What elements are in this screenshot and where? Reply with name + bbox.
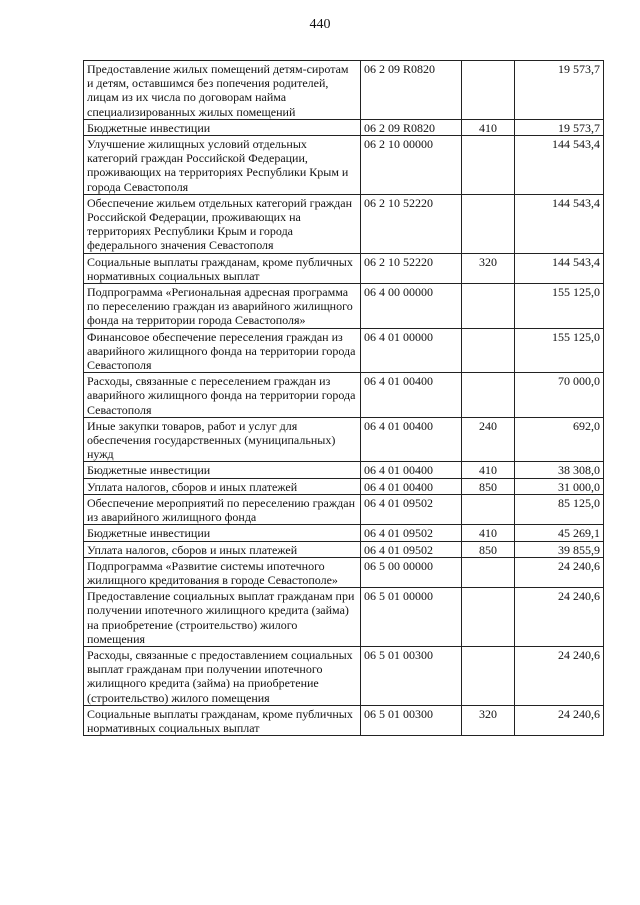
row-expense-type-cell xyxy=(462,557,515,587)
table-row xyxy=(84,417,604,462)
row-name-cell: Подпрограмма «Региональная адресная программа по переселению граждан из аварийного жилищного фонда на территории города Севастополя» xyxy=(84,284,361,329)
row-target-article-cell: 06 5 01 00300 xyxy=(361,646,462,705)
table-row xyxy=(84,373,604,418)
table-row xyxy=(84,194,604,253)
row-amount-cell: 19 573,7 xyxy=(515,119,604,135)
row-amount-cell: 45 269,1 xyxy=(515,525,604,541)
row-target-article-cell: 06 2 09 R0820 xyxy=(361,119,462,135)
table-row xyxy=(84,253,604,283)
row-expense-type-cell: 410 xyxy=(462,525,515,541)
row-target-article-cell: 06 4 01 00400 xyxy=(361,373,462,418)
table-row xyxy=(84,284,604,329)
row-expense-type-cell: 320 xyxy=(462,253,515,283)
row-expense-type-cell xyxy=(462,328,515,373)
row-target-article-cell: 06 4 01 00400 xyxy=(361,417,462,462)
row-name-cell: Иные закупки товаров, работ и услуг для обеспечения государственных (муниципальных) нужд xyxy=(84,417,361,462)
row-amount-cell: 31 000,0 xyxy=(515,478,604,494)
row-expense-type-cell: 850 xyxy=(462,541,515,557)
row-name-cell: Уплата налогов, сборов и иных платежей xyxy=(84,478,361,494)
budget-table-body xyxy=(84,61,604,736)
row-amount-cell: 144 543,4 xyxy=(515,194,604,253)
row-name-cell: Социальные выплаты гражданам, кроме публичных нормативных социальных выплат xyxy=(84,253,361,283)
row-expense-type-cell xyxy=(462,494,515,524)
row-name-cell: Обеспечение жильем отдельных категорий граждан Российской Федерации, проживающих на территориях Республики Крым и города федерального значения Севастополя xyxy=(84,194,361,253)
row-name-cell: Бюджетные инвестиции xyxy=(84,462,361,478)
table-row xyxy=(84,61,604,120)
row-amount-cell: 155 125,0 xyxy=(515,284,604,329)
row-expense-type-cell: 320 xyxy=(462,705,515,735)
row-name-cell: Социальные выплаты гражданам, кроме публичных нормативных социальных выплат xyxy=(84,705,361,735)
row-name-cell: Обеспечение мероприятий по переселению граждан из аварийного жилищного фонда xyxy=(84,494,361,524)
table-row xyxy=(84,525,604,541)
table-row xyxy=(84,136,604,195)
row-expense-type-cell: 240 xyxy=(462,417,515,462)
row-expense-type-cell: 850 xyxy=(462,478,515,494)
row-target-article-cell: 06 5 00 00000 xyxy=(361,557,462,587)
row-target-article-cell: 06 4 01 09502 xyxy=(361,494,462,524)
row-name-cell: Расходы, связанные с переселением граждан из аварийного жилищного фонда на территории города Севастополя xyxy=(84,373,361,418)
table-row xyxy=(84,705,604,735)
row-name-cell: Бюджетные инвестиции xyxy=(84,119,361,135)
row-amount-cell: 24 240,6 xyxy=(515,557,604,587)
row-amount-cell: 24 240,6 xyxy=(515,588,604,647)
row-expense-type-cell xyxy=(462,373,515,418)
row-amount-cell: 144 543,4 xyxy=(515,253,604,283)
row-amount-cell: 19 573,7 xyxy=(515,61,604,120)
row-name-cell: Улучшение жилищных условий отдельных категорий граждан Российской Федерации, проживающих на территориях Республики Крым и города Севастополя xyxy=(84,136,361,195)
table-row xyxy=(84,557,604,587)
row-name-cell: Бюджетные инвестиции xyxy=(84,525,361,541)
row-amount-cell: 155 125,0 xyxy=(515,328,604,373)
table-row xyxy=(84,478,604,494)
row-amount-cell: 692,0 xyxy=(515,417,604,462)
row-target-article-cell: 06 4 01 00400 xyxy=(361,462,462,478)
row-expense-type-cell: 410 xyxy=(462,119,515,135)
row-name-cell: Предоставление социальных выплат гражданам при получении ипотечного жилищного кредита (займа) на приобретение (строительство) жилого помещения xyxy=(84,588,361,647)
row-target-article-cell: 06 5 01 00300 xyxy=(361,705,462,735)
row-name-cell: Расходы, связанные с предоставлением социальных выплат гражданам при получении ипотечного жилищного кредита (займа) на приобретение (строительство) жилого помещения xyxy=(84,646,361,705)
row-target-article-cell: 06 4 01 00400 xyxy=(361,478,462,494)
row-target-article-cell: 06 4 00 00000 xyxy=(361,284,462,329)
row-target-article-cell: 06 2 10 00000 xyxy=(361,136,462,195)
row-target-article-cell: 06 2 10 52220 xyxy=(361,194,462,253)
row-name-cell: Предоставление жилых помещений детям-сиротам и детям, оставшимся без попечения родителей, лицам из их числа по договорам найма специализированных жилых помещений xyxy=(84,61,361,120)
row-target-article-cell: 06 4 01 09502 xyxy=(361,525,462,541)
row-expense-type-cell xyxy=(462,194,515,253)
table-row xyxy=(84,462,604,478)
row-target-article-cell: 06 4 01 00000 xyxy=(361,328,462,373)
row-target-article-cell: 06 2 10 52220 xyxy=(361,253,462,283)
row-amount-cell: 24 240,6 xyxy=(515,646,604,705)
row-expense-type-cell xyxy=(462,284,515,329)
budget-table xyxy=(83,60,604,736)
row-expense-type-cell xyxy=(462,136,515,195)
table-row xyxy=(84,494,604,524)
row-amount-cell: 39 855,9 xyxy=(515,541,604,557)
row-amount-cell: 70 000,0 xyxy=(515,373,604,418)
row-amount-cell: 144 543,4 xyxy=(515,136,604,195)
row-expense-type-cell xyxy=(462,588,515,647)
row-amount-cell: 24 240,6 xyxy=(515,705,604,735)
table-row xyxy=(84,541,604,557)
row-target-article-cell: 06 2 09 R0820 xyxy=(361,61,462,120)
table-row xyxy=(84,119,604,135)
row-amount-cell: 85 125,0 xyxy=(515,494,604,524)
row-name-cell: Финансовое обеспечение переселения граждан из аварийного жилищного фонда на территории города Севастополя xyxy=(84,328,361,373)
row-target-article-cell: 06 5 01 00000 xyxy=(361,588,462,647)
row-name-cell: Подпрограмма «Развитие системы ипотечного жилищного кредитования в городе Севастополе» xyxy=(84,557,361,587)
table-row xyxy=(84,328,604,373)
row-amount-cell: 38 308,0 xyxy=(515,462,604,478)
row-target-article-cell: 06 4 01 09502 xyxy=(361,541,462,557)
row-expense-type-cell xyxy=(462,61,515,120)
row-name-cell: Уплата налогов, сборов и иных платежей xyxy=(84,541,361,557)
table-row xyxy=(84,588,604,647)
row-expense-type-cell: 410 xyxy=(462,462,515,478)
row-expense-type-cell xyxy=(462,646,515,705)
table-row xyxy=(84,646,604,705)
page-number: 440 xyxy=(309,17,331,32)
